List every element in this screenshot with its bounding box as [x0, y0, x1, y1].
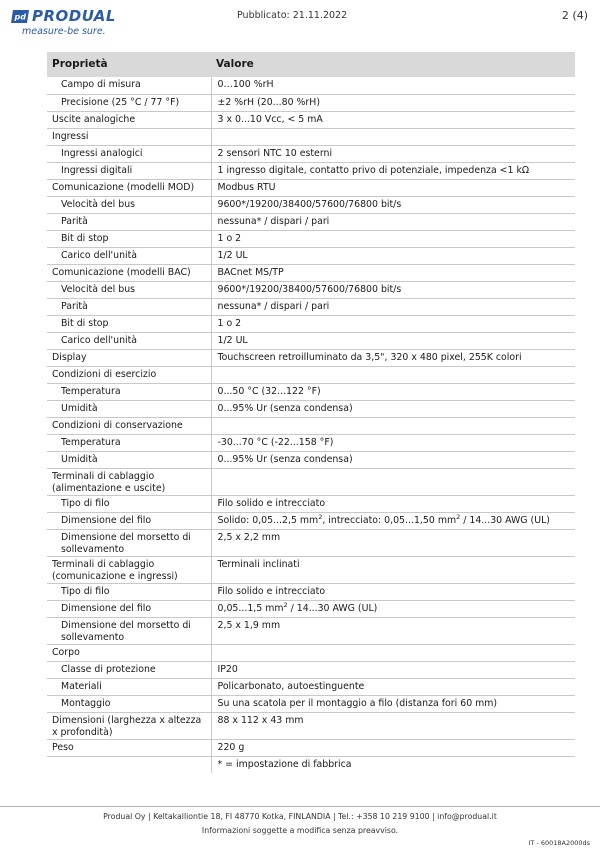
- table-row: [47, 281, 575, 298]
- table-row: [47, 468, 575, 495]
- svg-text:pd: pd: [14, 12, 26, 22]
- value-cell: 0...50 °C (32...122 °F): [211, 383, 575, 400]
- value-cell: -30...70 °C (-22...158 °F): [211, 434, 575, 451]
- wire-size-awg: / 14...30 AWG (UL): [460, 514, 550, 526]
- property-cell: Comunicazione (modelli MOD): [47, 179, 211, 196]
- property-cell: Precisione (25 °C / 77 °F): [47, 94, 211, 111]
- table-row: [47, 162, 575, 179]
- wire-size-solid: Solido: 0,05...2,5 mm: [217, 514, 319, 526]
- table-row: [47, 495, 575, 512]
- table-row: [47, 298, 575, 315]
- value-cell: [211, 366, 575, 383]
- table-row: [47, 529, 575, 556]
- property-cell: Ingressi analogici: [47, 145, 211, 162]
- value-cell: [211, 644, 575, 661]
- wire-size: 0,05...1,5 mm: [217, 602, 284, 614]
- property-cell: Display: [47, 349, 211, 366]
- property-cell: Velocità del bus: [47, 196, 211, 213]
- table-row: [47, 644, 575, 661]
- table-row: [47, 661, 575, 678]
- table-row: [47, 213, 575, 230]
- brand-tagline: measure-be sure.: [22, 26, 106, 37]
- value-cell: ±2 %rH (20...80 %rH): [211, 94, 575, 111]
- table-row: [47, 77, 575, 94]
- value-cell: 3 x 0...10 Vcc, < 5 mA: [211, 111, 575, 128]
- table-row: [47, 678, 575, 695]
- column-header-property: Proprietà: [47, 52, 211, 77]
- value-cell: 220 g: [211, 739, 575, 756]
- table-row: [47, 196, 575, 213]
- table-row: [47, 617, 575, 644]
- value-cell: [211, 600, 575, 617]
- value-cell: Filo solido e intrecciato: [211, 583, 575, 600]
- table-row: [47, 712, 575, 739]
- value-cell: [211, 512, 575, 529]
- property-cell: Tipo di filo: [47, 495, 211, 512]
- property-cell: Bit di stop: [47, 230, 211, 247]
- page-number: 2 (4): [561, 9, 588, 22]
- property-cell: Materiali: [47, 678, 211, 695]
- superscript: 2: [456, 512, 461, 521]
- value-cell: Policarbonato, autoestinguente: [211, 678, 575, 695]
- table-row: [47, 383, 575, 400]
- value-cell: Modbus RTU: [211, 179, 575, 196]
- property-cell: Ingressi: [47, 128, 211, 145]
- table-row: [47, 434, 575, 451]
- table-row: [47, 94, 575, 111]
- footer-contact: Produal Oy | Keltakalliontie 18, FI 48770 Kotka, FINLANDIA | Tel.: +358 10 219 9100 | info@produal.it: [103, 812, 497, 821]
- property-cell: Velocità del bus: [47, 281, 211, 298]
- property-cell: Terminali di cablaggio (comunicazione e ingressi): [47, 556, 211, 583]
- property-cell: Temperatura: [47, 383, 211, 400]
- property-cell: Peso: [47, 739, 211, 756]
- value-cell: 1/2 UL: [211, 247, 575, 264]
- table-row: [47, 349, 575, 366]
- property-cell: Parità: [47, 213, 211, 230]
- property-cell: Dimensione del filo: [47, 600, 211, 617]
- table-row: [47, 128, 575, 145]
- table-row: [47, 695, 575, 712]
- table-header-row: [47, 52, 575, 77]
- footnote-cell: * = impostazione di fabbrica: [217, 758, 352, 770]
- property-cell: Ingressi digitali: [47, 162, 211, 179]
- value-cell: nessuna* / dispari / pari: [211, 213, 575, 230]
- table-row: [47, 179, 575, 196]
- value-cell: 1 o 2: [211, 315, 575, 332]
- table-row: [47, 600, 575, 617]
- table-row: [47, 230, 575, 247]
- value-cell: 1/2 UL: [211, 332, 575, 349]
- value-cell: 9600*/19200/38400/57600/76800 bit/s: [211, 196, 575, 213]
- wire-size-stranded: , intrecciato: 0,05...1,50 mm: [322, 514, 457, 526]
- value-cell: 9600*/19200/38400/57600/76800 bit/s: [211, 281, 575, 298]
- produal-logo-icon: [10, 9, 30, 24]
- value-cell: 2 sensori NTC 10 esterni: [211, 145, 575, 162]
- value-cell: Terminali inclinati: [211, 556, 575, 583]
- value-cell: nessuna* / dispari / pari: [211, 298, 575, 315]
- value-cell: 2,5 x 2,2 mm: [211, 529, 575, 556]
- value-cell: 0...95% Ur (senza condensa): [211, 451, 575, 468]
- value-cell: [211, 417, 575, 434]
- property-cell: Temperatura: [47, 434, 211, 451]
- value-cell: IP20: [211, 661, 575, 678]
- property-cell: Corpo: [47, 644, 211, 661]
- value-cell: 0…100 %rH: [211, 77, 575, 94]
- value-cell: 2,5 x 1,9 mm: [211, 617, 575, 644]
- table-row: [47, 366, 575, 383]
- table-row: [47, 556, 575, 583]
- value-cell: Touchscreen retroilluminato da 3,5", 320 x 480 pixel, 255K colori: [211, 349, 575, 366]
- property-cell: Classe di protezione: [47, 661, 211, 678]
- property-cell: Comunicazione (modelli BAC): [47, 264, 211, 281]
- value-cell: 1 o 2: [211, 230, 575, 247]
- table-row: [47, 332, 575, 349]
- value-cell: Filo solido e intrecciato: [211, 495, 575, 512]
- property-cell: [47, 756, 211, 773]
- superscript: 2: [318, 512, 323, 521]
- superscript: 2: [283, 600, 288, 609]
- published-date: Pubblicato: 21.11.2022: [237, 10, 348, 21]
- property-cell: Carico dell'unità: [47, 247, 211, 264]
- value-cell: 0...95% Ur (senza condensa): [211, 400, 575, 417]
- value-cell: 88 x 112 x 43 mm: [211, 712, 575, 739]
- value-cell: BACnet MS/TP: [211, 264, 575, 281]
- property-cell: Umidità: [47, 451, 211, 468]
- wire-size-awg: / 14...30 AWG (UL): [287, 602, 378, 614]
- table-row: [47, 512, 575, 529]
- property-cell: Terminali di cablaggio (alimentazione e uscite): [47, 468, 211, 495]
- footer-divider: [0, 806, 600, 807]
- table-row: [47, 264, 575, 281]
- table-row: [47, 247, 575, 264]
- property-cell: Dimensione del filo: [47, 512, 211, 529]
- property-cell: Condizioni di esercizio: [47, 366, 211, 383]
- property-cell: Campo di misura: [47, 77, 211, 94]
- table-row: [47, 583, 575, 600]
- property-cell: Bit di stop: [47, 315, 211, 332]
- property-cell: Parità: [47, 298, 211, 315]
- produal-logo: [10, 7, 130, 41]
- column-header-value: Valore: [211, 52, 575, 77]
- table-row: [47, 315, 575, 332]
- specifications-table: [47, 52, 575, 773]
- table-row: [47, 739, 575, 756]
- table-row: [47, 145, 575, 162]
- property-cell: Uscite analogiche: [47, 111, 211, 128]
- table-row: [47, 417, 575, 434]
- footer-note: Informazioni soggette a modifica senza preavviso.: [201, 826, 399, 835]
- value-cell: [211, 128, 575, 145]
- table-row: [47, 400, 575, 417]
- property-cell: Dimensione del morsetto di sollevamento: [47, 529, 211, 556]
- property-cell: Montaggio: [47, 695, 211, 712]
- table-row: [47, 756, 575, 773]
- property-cell: Condizioni di conservazione: [47, 417, 211, 434]
- value-cell: Su una scatola per il montaggio a filo (distanza fori 60 mm): [211, 695, 575, 712]
- page-header: [0, 0, 600, 44]
- value-cell: 1 ingresso digitale, contatto privo di potenziale, impedenza <1 kΩ: [211, 162, 575, 179]
- property-cell: Carico dell'unità: [47, 332, 211, 349]
- brand-name: PRODUAL: [32, 7, 116, 25]
- property-cell: Umidità: [47, 400, 211, 417]
- value-cell: [211, 468, 575, 495]
- document-code: IT - 60018A2000ds: [528, 839, 590, 847]
- table-row: [47, 451, 575, 468]
- property-cell: Dimensione del morsetto di sollevamento: [47, 617, 211, 644]
- property-cell: Tipo di filo: [47, 583, 211, 600]
- property-cell: Dimensioni (larghezza x altezza x profondità): [47, 712, 211, 739]
- table-row: [47, 111, 575, 128]
